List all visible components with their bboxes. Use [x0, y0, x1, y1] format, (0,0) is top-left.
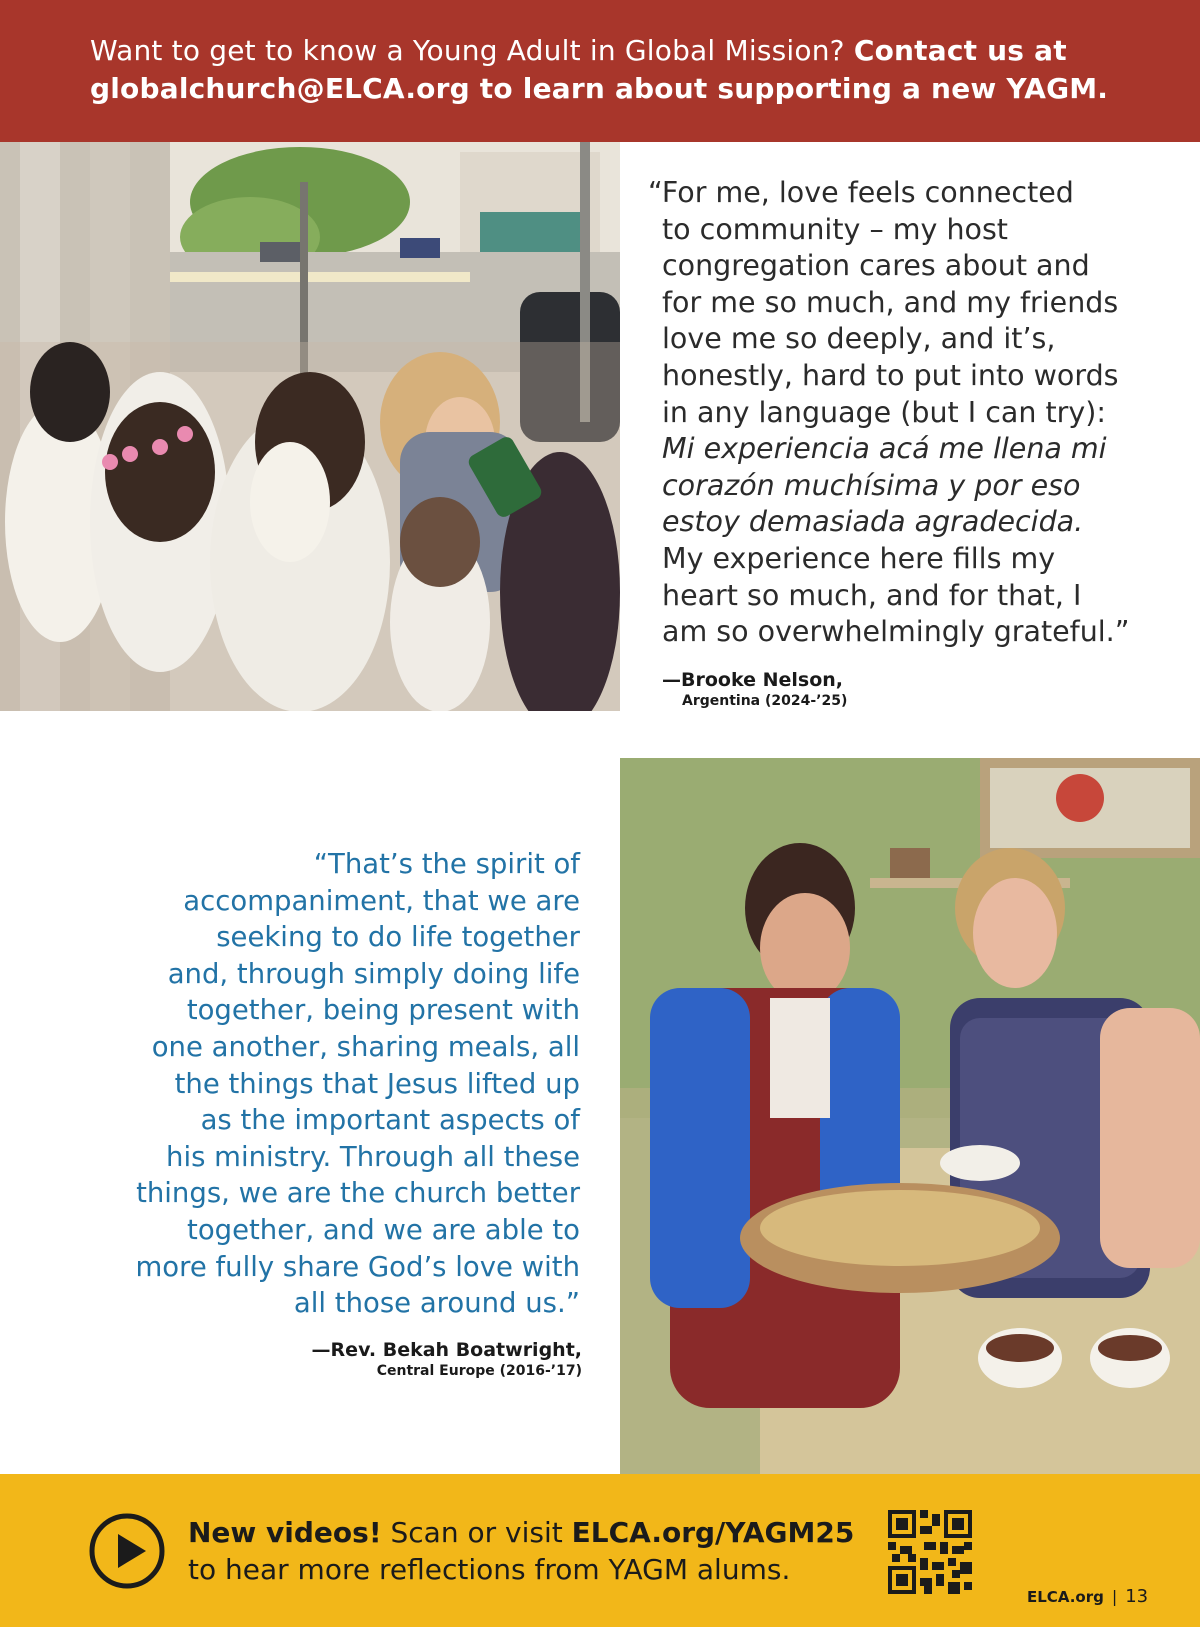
banner-contact-text[interactable]: Contact us at globalchurch@ELCA.org to learn about supporting a new YAGM. [90, 34, 1109, 105]
quote1-line: to community – my host [662, 212, 1008, 246]
quote2-line: the things that Jesus lifted up [174, 1067, 580, 1100]
quote1-line: honestly, hard to put into words [662, 358, 1119, 392]
yagm25-link[interactable]: ELCA.org/YAGM25 [571, 1516, 855, 1549]
photo-kitchen-women [620, 758, 1200, 1474]
attribution-place: Argentina (2024-’25) [682, 693, 848, 709]
quote2-line: together, being present with [186, 994, 580, 1027]
quote1-spanish-line: corazón muchísima y por eso [662, 468, 1081, 502]
quote2-attribution [312, 1338, 582, 1380]
quote1-line: “For me, love feels connected [648, 176, 1074, 209]
quote-bekah-boatwright [40, 846, 580, 1322]
quote2-line: his ministry. Through all these [166, 1140, 580, 1173]
quote2-line: and, through simply doing life [167, 957, 580, 990]
bottom-banner [0, 1474, 1200, 1627]
photo-children-street [0, 142, 620, 711]
quote-brooke-nelson [648, 175, 1188, 651]
quote1-line: heart so much, and for that, I [662, 578, 1082, 612]
video-promo-line2: to hear more reflections from YAGM alums. [188, 1553, 791, 1586]
new-videos-label: New videos! [188, 1516, 382, 1549]
quote2-line: as the important aspects of [200, 1104, 580, 1137]
page-number: 13 [1125, 1586, 1149, 1607]
footer-separator: | [1111, 1587, 1118, 1606]
quote2-line: more fully share God’s love with [135, 1250, 580, 1283]
quote2-line: together, and we are able to [187, 1213, 580, 1246]
quote2-line: things, we are the church better [136, 1177, 580, 1210]
quote1-spanish-line: Mi experiencia acá me llena mi [662, 432, 1107, 466]
quote1-line: My experience here fills my [662, 541, 1056, 575]
video-promo-text [188, 1514, 854, 1588]
quote1-line: in any language (but I can try): [662, 395, 1106, 429]
quote2-line: one another, sharing meals, all [151, 1030, 580, 1063]
scan-visit-text: Scan or visit [381, 1516, 572, 1549]
footer-site-link[interactable]: ELCA.org [1027, 1588, 1104, 1606]
attribution-name: —Brooke Nelson, [662, 669, 843, 691]
attribution-name: —Rev. Bekah Boatwright, [311, 1339, 582, 1361]
qr-code-icon[interactable] [888, 1510, 972, 1594]
quote1-spanish-line: estoy demasiada agradecida. [662, 505, 1084, 539]
quote1-line: am so overwhelmingly grateful.” [662, 615, 1130, 649]
quote2-line: “That’s the spirit of [313, 848, 580, 880]
quote2-line: seeking to do life together [216, 921, 580, 954]
quote2-line: accompaniment, that we are [183, 884, 580, 917]
banner-intro-text: Want to get to know a Young Adult in Global Mission? [90, 34, 854, 67]
page-footer [1027, 1586, 1148, 1607]
quote1-line: love me so deeply, and it’s, [662, 322, 1056, 356]
quote1-line: congregation cares about and [662, 249, 1090, 283]
play-icon[interactable] [88, 1512, 166, 1590]
quote2-line: all those around us.” [293, 1287, 580, 1320]
top-banner [0, 0, 1200, 142]
quote1-attribution [662, 668, 847, 710]
attribution-place: Central Europe (2016-’17) [376, 1363, 582, 1379]
quote1-line: for me so much, and my friends [662, 285, 1119, 319]
